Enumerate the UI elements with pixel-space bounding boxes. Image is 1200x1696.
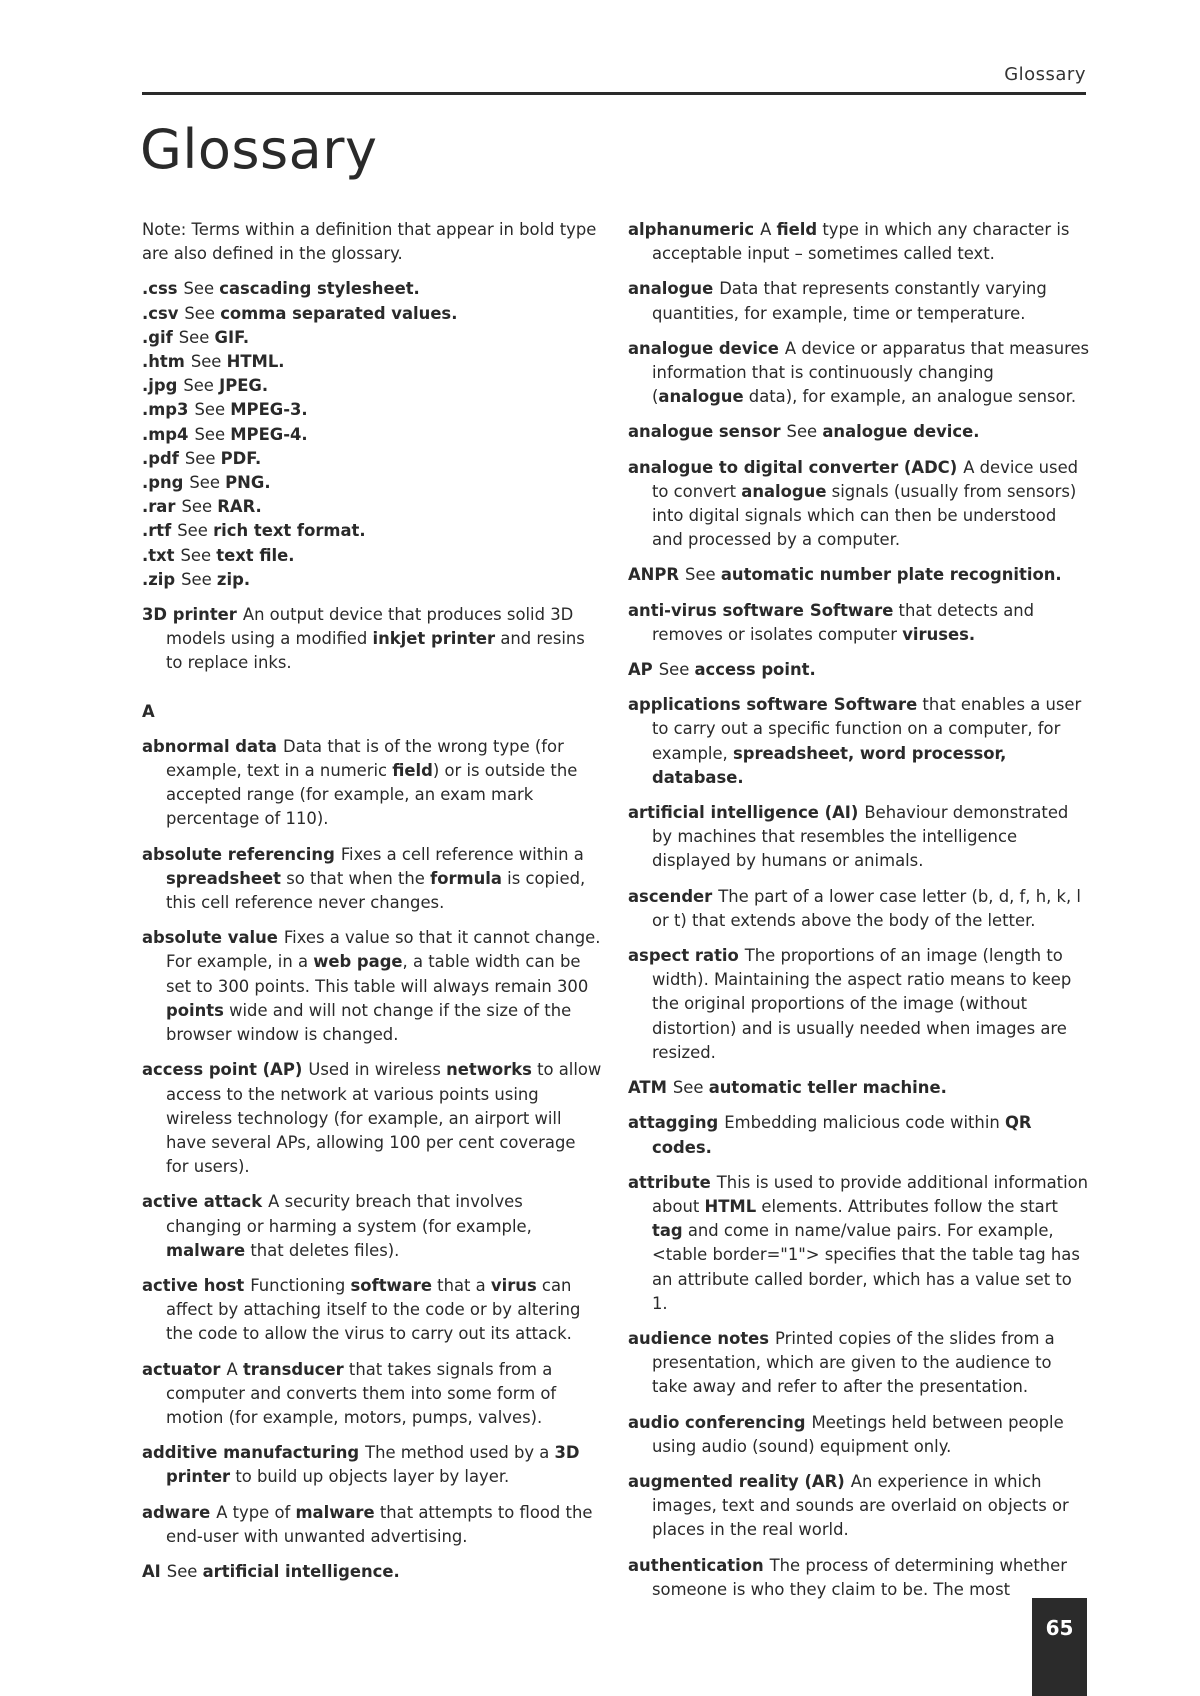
definition-text: that deletes files). (245, 1240, 400, 1260)
definition-text: Data that represents constantly varying quantities, for example, time or temperature. (652, 279, 1047, 323)
glossary-entry (142, 735, 602, 832)
cross-reference-term: automatic number plate recognition. (720, 565, 1062, 585)
glossary-term: anti-virus software (628, 600, 804, 620)
cross-reference-term: text file. (216, 545, 295, 565)
glossary-term: .css (142, 279, 178, 299)
glossary-term: AI (142, 1561, 161, 1581)
glossary-entry (142, 843, 602, 916)
glossary-entry (142, 495, 602, 519)
definition-text: data), for example, an analogue sensor. (743, 387, 1077, 407)
pre-section-entries (142, 603, 602, 676)
glossary-entry (142, 1274, 602, 1347)
glossary-term: .txt (142, 545, 175, 565)
definition-text: and resins to replace inks. (166, 629, 585, 673)
definition-text: See (183, 279, 220, 299)
glossary-entry (142, 326, 602, 350)
glossary-entry (628, 658, 1090, 682)
definition-text: so that when the (280, 868, 431, 888)
definition-text: that takes signals from a computer and converts them into some form of motion (for example, motors, pumps, valves). (166, 1359, 557, 1427)
definition-text: ) or is outside the accepted range (for example, an exam mark percentage of 110). (166, 761, 578, 829)
glossary-term: .htm (142, 352, 185, 372)
definition-text: See (685, 565, 721, 585)
glossary-entry (628, 885, 1090, 933)
cross-reference-term: GIF. (214, 327, 250, 347)
cross-reference-term: rich text format. (213, 521, 366, 541)
glossary-entry (142, 603, 602, 676)
cross-reference-term: points (166, 1000, 224, 1020)
definition-text: can affect by attaching itself to the code or by altering the code to allow the virus to carry out its attack. (166, 1275, 581, 1344)
glossary-term: .zip (142, 569, 176, 589)
glossary-entry (142, 1501, 602, 1549)
glossary-term: applications software (628, 695, 828, 715)
right-column (628, 218, 1090, 1613)
cross-reference-term: cascading stylesheet. (219, 279, 420, 299)
glossary-term: absolute referencing (142, 844, 335, 864)
definition-text: A (226, 1359, 243, 1379)
cross-reference-term: Software (809, 600, 894, 620)
definition-text: See (181, 569, 217, 589)
glossary-entry (628, 456, 1090, 553)
glossary-entry (628, 337, 1090, 410)
glossary-term: analogue device (628, 338, 779, 358)
cross-reference-term: comma separated values. (220, 303, 458, 323)
definition-text: elements. Attributes follow the start (756, 1196, 1058, 1216)
definition-text: See (184, 448, 221, 468)
cross-reference-term: web page (313, 952, 403, 972)
glossary-entry (628, 1076, 1090, 1100)
glossary-term: .rar (142, 497, 176, 517)
glossary-term: ascender (628, 886, 713, 906)
definition-text: See (183, 376, 220, 396)
definition-text: This is used to provide additional information about (652, 1172, 1089, 1216)
definition-text: A device used to convert (652, 457, 1079, 501)
glossary-entry (142, 447, 602, 471)
definition-text: wide and will not change if the size of the browser window is changed. (166, 1000, 572, 1045)
definition-text: See (658, 660, 695, 680)
cross-reference-term: MPEG-4. (230, 424, 308, 444)
glossary-term: .mp4 (142, 424, 189, 444)
cross-reference-term: virus (490, 1275, 537, 1295)
cross-reference-term: PDF. (220, 448, 262, 468)
glossary-term: .png (142, 473, 184, 493)
glossary-entry (142, 926, 602, 1047)
glossary-entry (142, 1058, 602, 1179)
glossary-term: analogue sensor (628, 422, 781, 442)
glossary-term: absolute value (142, 928, 278, 948)
glossary-entry (142, 568, 602, 592)
cross-reference-term: HTML (704, 1196, 757, 1216)
glossary-entry (142, 519, 602, 543)
definition-text: type in which any character is acceptable input – sometimes called text. (652, 220, 1070, 264)
cross-reference-term: QR codes. (652, 1113, 1032, 1157)
glossary-entry (142, 350, 602, 374)
cross-reference-term: malware (166, 1240, 246, 1260)
cross-reference-term: transducer (242, 1359, 344, 1379)
definition-text: that detects and removes or isolates computer (652, 600, 1035, 644)
cross-reference-term: PNG. (225, 473, 271, 493)
glossary-entry (628, 599, 1090, 647)
definition-text: See (166, 1561, 203, 1581)
extension-list (142, 277, 602, 592)
glossary-term: alphanumeric (628, 220, 755, 239)
cross-reference-term: RAR. (217, 497, 262, 517)
definition-text: Behaviour demonstrated by machines that resembles the intelligence displayed by humans or animals. (652, 803, 1069, 871)
page-title: Glossary (140, 118, 378, 181)
definition-text: Functioning (250, 1275, 351, 1295)
glossary-term: artificial intelligence (AI) (628, 803, 859, 823)
glossary-entry (142, 1441, 602, 1489)
cross-reference-term: MPEG-3. (230, 400, 308, 420)
glossary-term: .pdf (142, 448, 179, 468)
definition-text: Fixes a cell reference within a (340, 844, 584, 864)
definition-text: An experience in which images, text and sounds are overlaid on objects or places in the real world. (652, 1471, 1069, 1540)
definition-text: The part of a lower case letter (b, d, f, h, k, l or t) that extends above the body of the letter. (652, 886, 1081, 930)
definition-text: See (194, 424, 231, 444)
glossary-term: adware (142, 1502, 211, 1522)
cross-reference-term: networks (446, 1060, 532, 1080)
header-rule (142, 92, 1086, 95)
glossary-entry (142, 302, 602, 326)
cross-reference-term: formula (430, 868, 502, 888)
right-entry-list (628, 218, 1090, 1602)
glossary-term: active attack (142, 1192, 263, 1212)
glossary-term: access point (AP) (142, 1060, 303, 1080)
definition-text: that attempts to flood the end-user with unwanted advertising. (166, 1502, 593, 1546)
glossary-entry (142, 544, 602, 568)
definition-text: Embedding malicious code within (724, 1113, 1005, 1133)
glossary-term: ANPR (628, 565, 680, 585)
glossary-entry (142, 1190, 602, 1263)
definition-text: Data that is of the wrong type (for example, text in a numeric (166, 736, 564, 781)
cross-reference-term: JPEG. (219, 376, 269, 396)
definition-text: A (760, 220, 777, 239)
glossary-entry (628, 693, 1090, 790)
definition-text: The method used by a (365, 1443, 555, 1463)
definition-text: Used in wireless (308, 1060, 447, 1080)
glossary-entry (628, 1171, 1090, 1316)
glossary-term: aspect ratio (628, 946, 739, 966)
left-column (142, 218, 602, 1595)
definition-text: See (672, 1078, 709, 1098)
glossary-term: .mp3 (142, 400, 189, 420)
cross-reference-term: field (392, 761, 433, 781)
definition-text: A security breach that involves changing or harming a system (for example, (166, 1192, 532, 1236)
glossary-term: authentication (628, 1555, 764, 1575)
cross-reference-term: field (776, 220, 818, 239)
glossary-term: AP (628, 660, 653, 680)
definition-text: A device or apparatus that measures information that is continuously changing ( (652, 338, 1090, 407)
definition-text: is copied, this cell reference never changes. (166, 868, 586, 913)
definition-text: and come in name/value pairs. For example, <table border="1"> specifies that the table tag has an attribute called border, which has a value set to 1. (652, 1221, 1080, 1313)
definition-text: to allow access to the network at various points using wireless technology (for example, an airport will have several APs, allowing 100 per cent coverage for users). (166, 1060, 602, 1177)
definition-text: to build up objects layer by layer. (230, 1467, 510, 1487)
glossary-entry (628, 563, 1090, 587)
glossary-entry (628, 801, 1090, 874)
definition-text: See (181, 497, 218, 517)
definition-text: signals (usually from sensors) into digital signals which can then be understood and processed by a computer. (652, 481, 1077, 550)
glossary-entry (628, 1554, 1090, 1602)
definition-text: Printed copies of the slides from a presentation, which are given to the audience to take away and refer to after the presentation. (652, 1328, 1055, 1397)
cross-reference-term: automatic teller machine. (708, 1078, 947, 1098)
glossary-entry (628, 1411, 1090, 1459)
page-number: 65 (1045, 1616, 1074, 1640)
glossary-entry (142, 374, 602, 398)
glossary-term: analogue (628, 279, 714, 299)
glossary-term: abnormal data (142, 736, 277, 756)
definition-text: See (178, 327, 215, 347)
cross-reference-term: analogue device. (822, 422, 980, 442)
section-letter: A (142, 701, 155, 721)
definition-text: See (184, 303, 221, 323)
cross-reference-term: artificial intelligence. (202, 1561, 400, 1581)
glossary-entry (142, 471, 602, 495)
glossary-entry (628, 218, 1090, 266)
definition-text: A type of (216, 1502, 296, 1522)
glossary-entry (628, 1327, 1090, 1400)
cross-reference-term: 3D printer (166, 1443, 580, 1487)
cross-reference-term: zip. (216, 569, 251, 589)
cross-reference-term: tag (652, 1221, 683, 1241)
glossary-term: attribute (628, 1172, 711, 1192)
glossary-term: augmented reality (AR) (628, 1471, 845, 1491)
glossary-term: audio conferencing (628, 1412, 806, 1432)
glossary-term: .rtf (142, 521, 172, 541)
running-header: Glossary (1004, 64, 1086, 85)
cross-reference-term: Software (833, 695, 918, 715)
glossary-entry (628, 277, 1090, 325)
glossary-term: ATM (628, 1078, 667, 1098)
glossary-entry (628, 944, 1090, 1065)
glossary-term: active host (142, 1275, 245, 1295)
definition-text: that enables a user to carry out a specific function on a computer, for example, (652, 695, 1082, 763)
definition-text: See (180, 545, 217, 565)
glossary-term: .gif (142, 327, 173, 347)
glossary-term: audience notes (628, 1328, 770, 1348)
glossary-term: analogue to digital converter (ADC) (628, 457, 958, 477)
definition-text: See (786, 422, 823, 442)
glossary-entry (628, 1111, 1090, 1159)
glossary-term: .jpg (142, 376, 178, 396)
glossary-term: 3D printer (142, 605, 237, 625)
definition-text: The proportions of an image (length to width). Maintaining the aspect ratio means to keep the original proportions of the image (without distortion) and is usually needed when images are resized. (652, 946, 1072, 1062)
glossary-entry (628, 420, 1090, 444)
cross-reference-term: spreadsheet (166, 868, 281, 888)
cross-reference-term: analogue (741, 481, 827, 501)
cross-reference-term: spreadsheet, word processor, database. (652, 743, 1007, 787)
cross-reference-term: malware (295, 1502, 375, 1522)
definition-text: that a (431, 1275, 491, 1295)
definition-text: , a table width can be set to 300 points. This table will always remain 300 (166, 952, 589, 996)
glossary-term: actuator (142, 1359, 221, 1379)
glossary-term: additive manufacturing (142, 1443, 360, 1463)
definition-text: See (189, 473, 226, 493)
glossary-entry (142, 398, 602, 422)
glossary-term: .csv (142, 303, 179, 323)
cross-reference-term: HTML. (226, 352, 285, 372)
glossary-note: Note: Terms within a definition that appear in bold type are also defined in the glossary. (142, 220, 597, 264)
definition-text: An output device that produces solid 3D models using a modified (166, 605, 574, 649)
glossary-entry (628, 1470, 1090, 1543)
definition-text: Meetings held between people using audio (sound) equipment only. (652, 1412, 1064, 1456)
cross-reference-term: inkjet printer (372, 629, 496, 649)
glossary-entry (142, 277, 602, 301)
glossary-entry (142, 423, 602, 447)
glossary-term: attagging (628, 1113, 719, 1133)
definition-text: See (190, 352, 227, 372)
page-number-tab (1032, 1598, 1087, 1696)
definition-text: See (177, 521, 214, 541)
glossary-entry (142, 1560, 602, 1584)
cross-reference-term: software (350, 1275, 432, 1295)
cross-reference-term: analogue (658, 387, 744, 407)
definition-text: The process of determining whether someone is who they claim to be. The most (652, 1555, 1067, 1599)
definition-text: Fixes a value so that it cannot change. For example, in a (166, 928, 601, 972)
cross-reference-term: viruses. (902, 624, 976, 644)
definition-text: See (194, 400, 231, 420)
left-entry-list (142, 735, 602, 1584)
glossary-entry (142, 1358, 602, 1431)
cross-reference-term: access point. (694, 660, 816, 680)
